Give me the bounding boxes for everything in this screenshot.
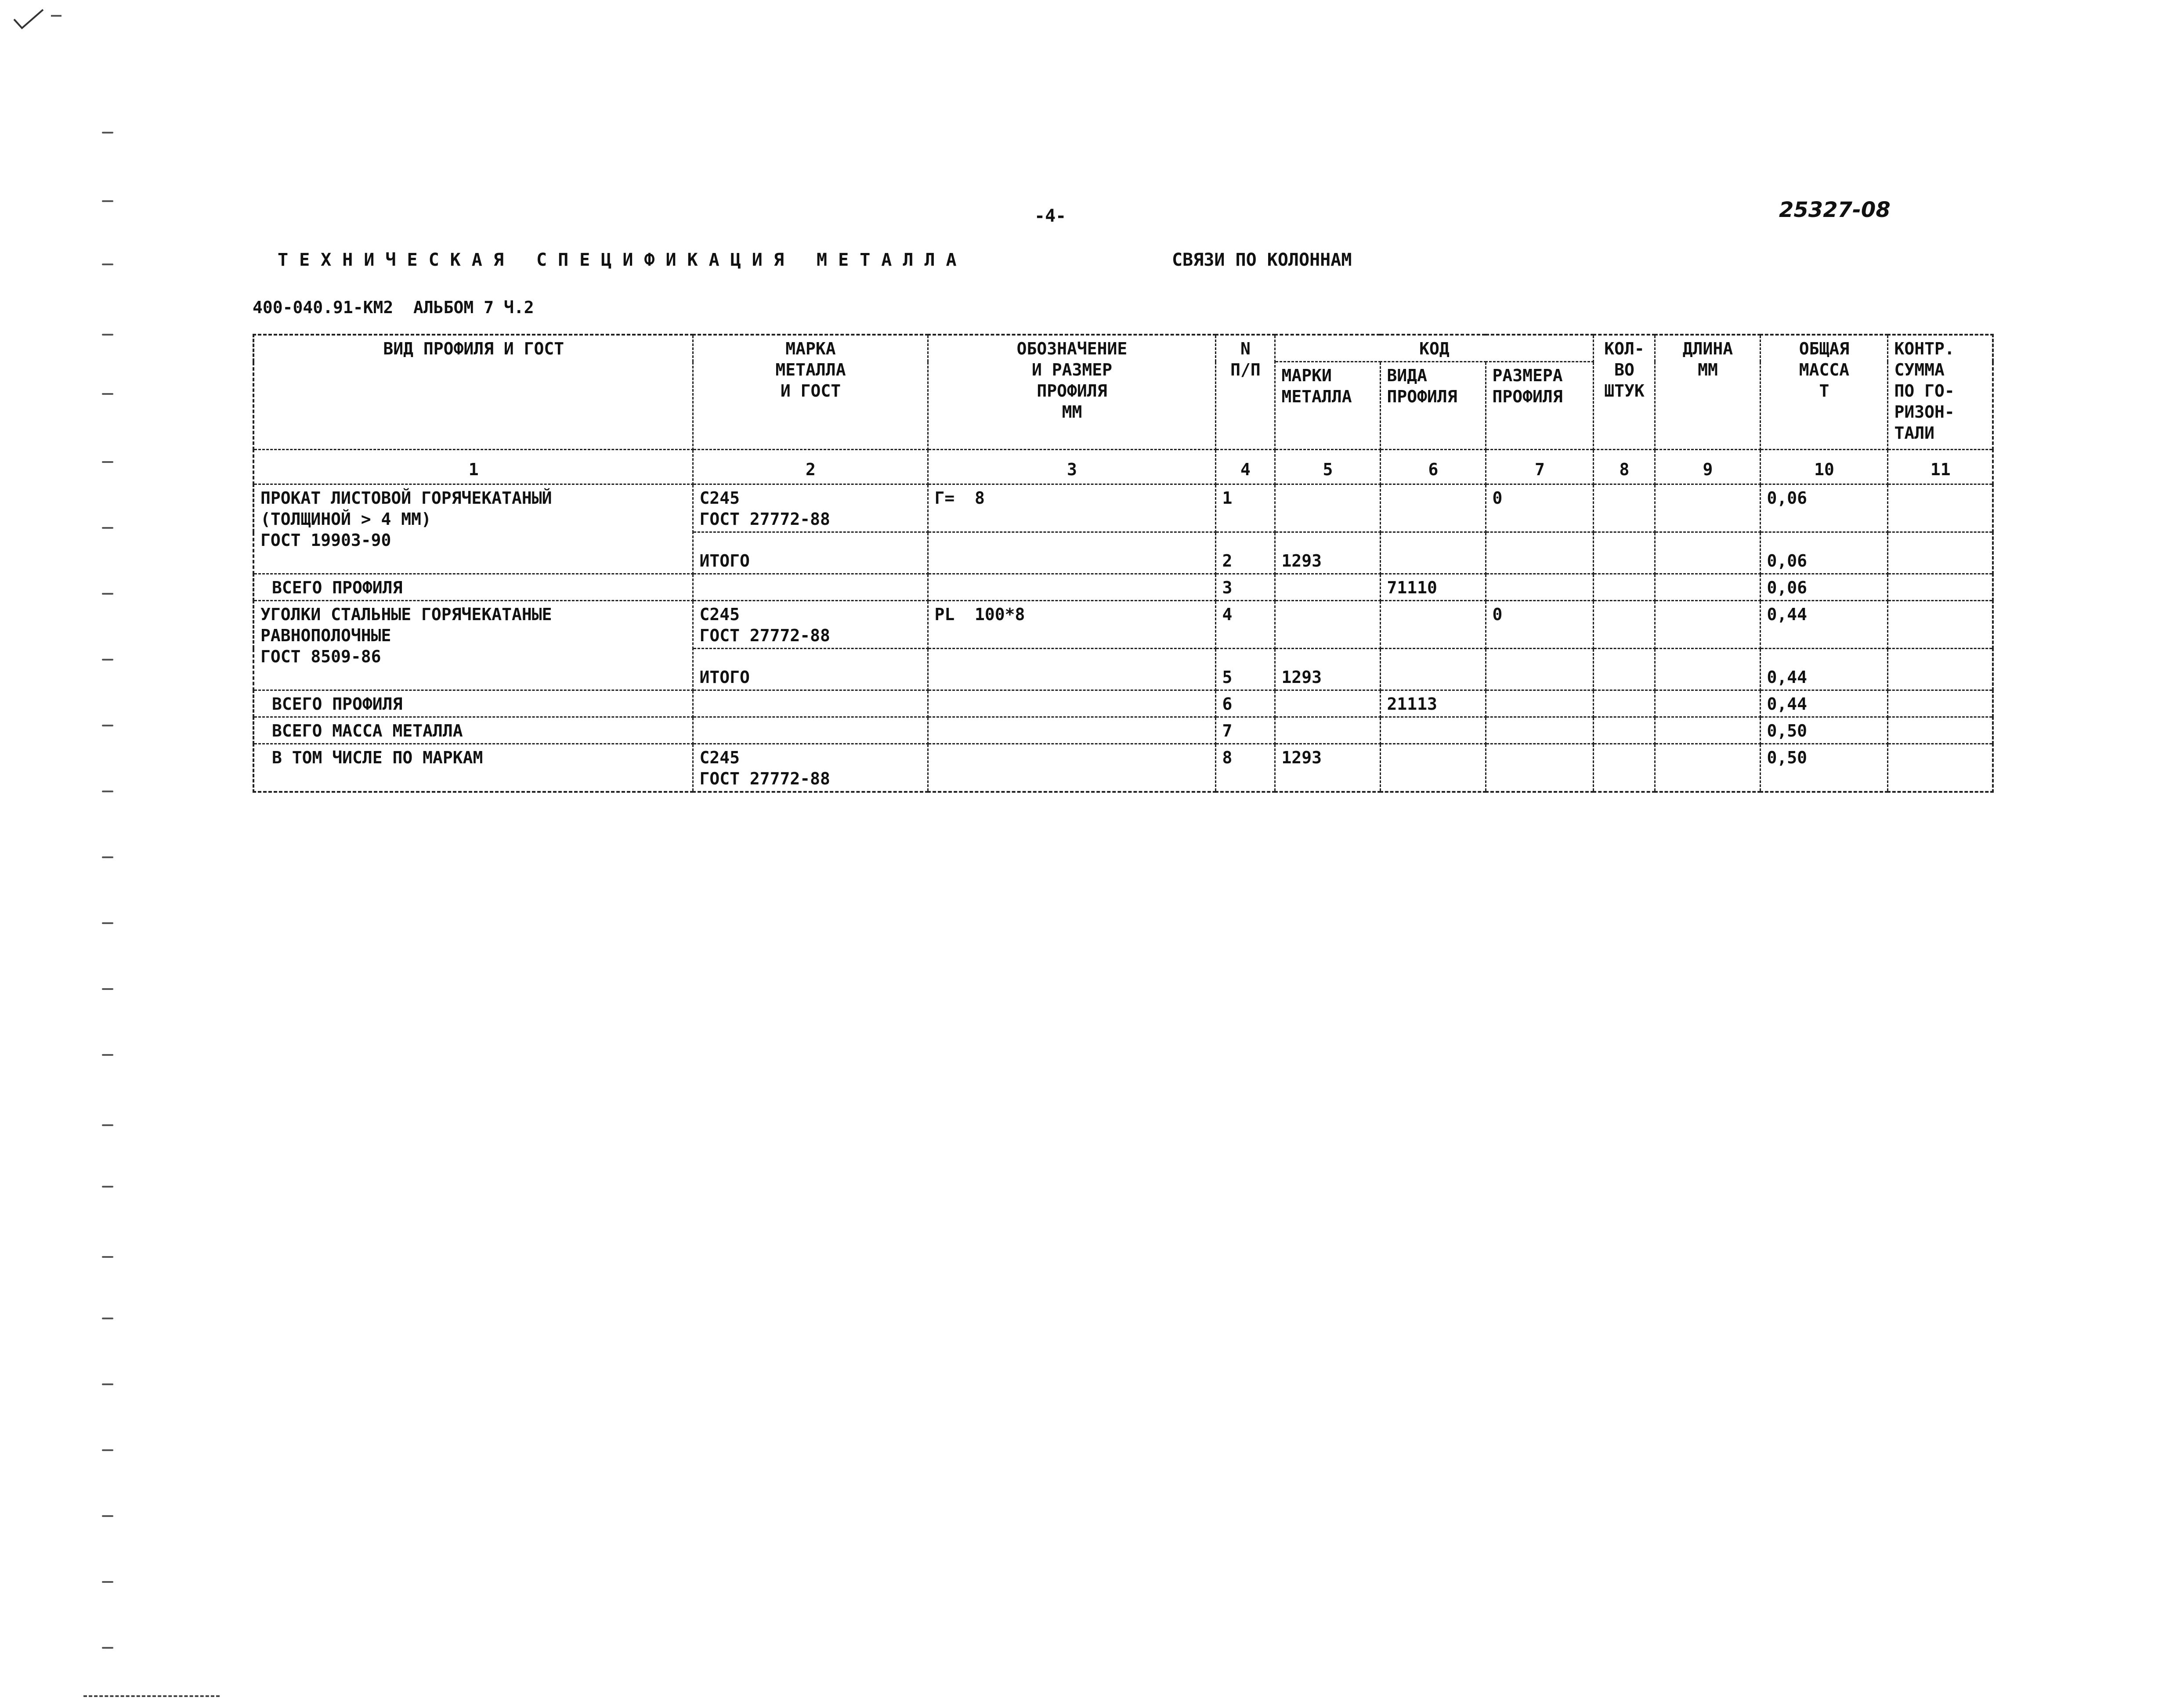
- kod-size-cell: 0: [1486, 484, 1593, 532]
- mass-cell: 0,06: [1760, 484, 1887, 532]
- document-title: ТЕХНИЧЕСКАЯ СПЕЦИФИКАЦИЯ МЕТАЛЛА: [278, 250, 968, 270]
- number-cell: 6: [1215, 690, 1275, 717]
- designation-cell: Г= 8: [928, 484, 1215, 532]
- column-number: 10: [1760, 450, 1887, 484]
- number-cell: 8: [1215, 744, 1275, 792]
- profile-cell: ПРОКАТ ЛИСТОВОЙ ГОРЯЧЕКАТАНЫЙ (ТОЛЩИНОЙ > 4 ММ) ГОСТ 19903-90: [253, 484, 693, 574]
- number-cell: 2: [1215, 532, 1275, 574]
- header-length: ДЛИНА ММ: [1655, 335, 1760, 450]
- column-number: 4: [1215, 450, 1275, 484]
- number-cell: 5: [1215, 649, 1275, 690]
- steel-cell: С245 ГОСТ 27772-88: [693, 484, 928, 532]
- column-number-row: [253, 450, 1993, 484]
- specification-table: [253, 334, 1994, 793]
- number-cell: 7: [1215, 717, 1275, 744]
- mass-cell: 0,44: [1760, 649, 1887, 690]
- profile-cell: УГОЛКИ СТАЛЬНЫЕ ГОРЯЧЕКАТАНЫЕ РАВНОПОЛОЧНЫЕ ГОСТ 8509-86: [253, 601, 693, 690]
- column-number: 8: [1593, 450, 1655, 484]
- header-row: [253, 335, 1993, 362]
- number-cell: 4: [1215, 601, 1275, 649]
- kod-steel-cell: 1293: [1275, 649, 1380, 690]
- header-mass: ОБЩАЯ МАССА Т: [1760, 335, 1887, 450]
- header-designation: ОБОЗНАЧЕНИЕ И РАЗМЕР ПРОФИЛЯ ММ: [928, 335, 1215, 450]
- kod-profile-cell: 71110: [1380, 574, 1486, 601]
- mass-cell: 0,50: [1760, 744, 1887, 792]
- mass-cell: 0,44: [1760, 601, 1887, 649]
- column-number: 5: [1275, 450, 1380, 484]
- column-number: 2: [693, 450, 928, 484]
- mass-cell: 0,06: [1760, 574, 1887, 601]
- header-steel: МАРКА МЕТАЛЛА И ГОСТ: [693, 335, 928, 450]
- page-number: -4-: [1034, 206, 1067, 226]
- profile-cell: ВСЕГО ПРОФИЛЯ: [253, 574, 693, 601]
- table-row: [253, 690, 1993, 717]
- mass-cell: 0,06: [1760, 532, 1887, 574]
- column-number: 6: [1380, 450, 1486, 484]
- header-quantity: КОЛ- ВО ШТУК: [1593, 335, 1655, 450]
- document-number: 25327-08: [1779, 198, 1891, 222]
- header-kod: КОД: [1275, 335, 1593, 362]
- column-number: 7: [1486, 450, 1593, 484]
- profile-cell: ВСЕГО ПРОФИЛЯ: [253, 690, 693, 717]
- table-row: [253, 574, 1993, 601]
- album-reference: 400-040.91-КМ2 АЛЬБОМ 7 Ч.2: [253, 298, 534, 317]
- header-checksum: КОНТР. СУММА ПО ГО- РИЗОН- ТАЛИ: [1887, 335, 1993, 450]
- header-number: N П/П: [1215, 335, 1275, 450]
- profile-cell: В ТОМ ЧИСЛЕ ПО МАРКАМ: [253, 744, 693, 792]
- column-number: 1: [253, 450, 693, 484]
- steel-cell: С245 ГОСТ 27772-88: [693, 601, 928, 649]
- subtotal-cell: ИТОГО: [693, 649, 928, 690]
- column-number: 11: [1887, 450, 1993, 484]
- mass-cell: 0,44: [1760, 690, 1887, 717]
- number-cell: 1: [1215, 484, 1275, 532]
- table-row: [253, 744, 1993, 792]
- subtotal-cell: ИТОГО: [693, 532, 928, 574]
- kod-steel-cell: 1293: [1275, 744, 1380, 792]
- header-profile: ВИД ПРОФИЛЯ И ГОСТ: [253, 335, 693, 450]
- designation-cell: PL 100*8: [928, 601, 1215, 649]
- header-kod-steel: МАРКИ МЕТАЛЛА: [1275, 362, 1380, 450]
- column-number: 9: [1655, 450, 1760, 484]
- kod-profile-cell: 21113: [1380, 690, 1486, 717]
- table-row: [253, 484, 1993, 532]
- table-row: [253, 717, 1993, 744]
- kod-size-cell: 0: [1486, 601, 1593, 649]
- document-subtitle: СВЯЗИ ПО КОЛОННАМ: [1172, 250, 1352, 270]
- steel-cell: С245 ГОСТ 27772-88: [693, 744, 928, 792]
- kod-steel-cell: 1293: [1275, 532, 1380, 574]
- column-number: 3: [928, 450, 1215, 484]
- number-cell: 3: [1215, 574, 1275, 601]
- mass-cell: 0,50: [1760, 717, 1887, 744]
- profile-cell: ВСЕГО МАССА МЕТАЛЛА: [253, 717, 693, 744]
- header-kod-profile: ВИДА ПРОФИЛЯ: [1380, 362, 1486, 450]
- check-mark-icon: [12, 6, 65, 32]
- header-kod-size: РАЗМЕРА ПРОФИЛЯ: [1486, 362, 1593, 450]
- table-row: [253, 601, 1993, 649]
